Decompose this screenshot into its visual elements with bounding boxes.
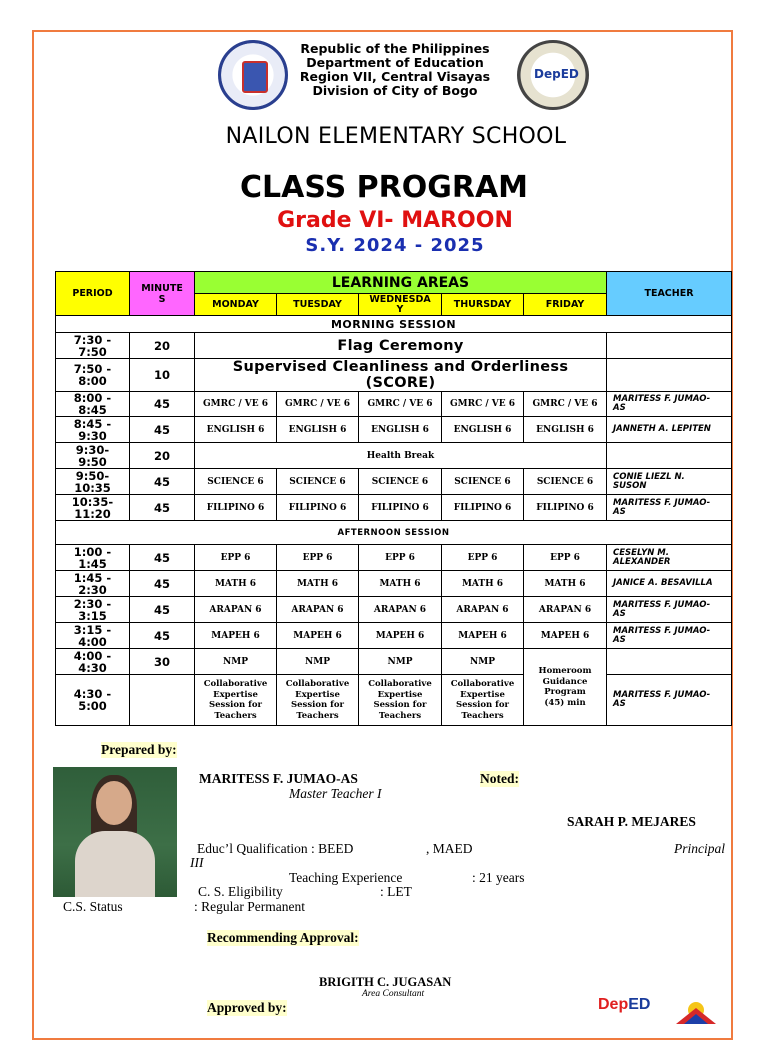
noter-title-wrap: III (190, 855, 204, 870)
letterhead-line-1: Republic of the Philippines (300, 41, 490, 56)
cs-eligibility-value: : LET (380, 884, 412, 899)
noted-label: Noted: (480, 771, 519, 786)
header-thursday: THURSDAY (442, 294, 524, 316)
table-row: 9:50- 10:35 45 SCIENCE 6 SCIENCE 6 SCIENCE 6 SCIENCE 6 SCIENCE 6 CONIE LIEZL N. SUSON (56, 469, 732, 495)
prepared-by-label: Prepared by: (101, 742, 177, 757)
seal-deped-text: DepED (534, 67, 579, 81)
morning-session-label: MORNING SESSION (56, 316, 732, 333)
educ-qualification: Educ’l Qualification : BEED (197, 841, 354, 856)
header-period: PERIOD (56, 272, 130, 316)
table-row: 8:00 - 8:45 45 GMRC / VE 6 GMRC / VE 6 GMRC / VE 6 GMRC / VE 6 GMRC / VE 6 MARITESS F. JUMAO- AS (56, 392, 732, 417)
letterhead-line-4: Division of City of Bogo (312, 83, 478, 98)
preparer-name: MARITESS F. JUMAO-AS (199, 771, 358, 786)
cs-status-value: : Regular Permanent (194, 899, 305, 914)
table-row: 9:30- 9:50 20 Health Break (56, 443, 732, 469)
teacher-photo (53, 767, 177, 897)
table-row: 3:15 - 4:00 45 MAPEH 6 MAPEH 6 MAPEH 6 MAPEH 6 MAPEH 6 MARITESS F. JUMAO- AS (56, 623, 732, 649)
afternoon-session-label: AFTERNOON SESSION (56, 521, 732, 545)
letterhead (290, 42, 500, 98)
table-row: 7:50 - 8:00 10 Supervised Cleanliness and Orderliness (SCORE) (56, 359, 732, 392)
bagong-pilipinas-logo-icon (672, 994, 720, 1024)
header-monday: MONDAY (195, 294, 277, 316)
educ-qualification-extra: , MAED (426, 841, 473, 856)
cs-status-label: C.S. Status (63, 899, 123, 914)
approved-by-label: Approved by: (207, 1000, 287, 1015)
header-minutes: MINUTE S (130, 272, 195, 316)
table-row: 8:45 - 9:30 45 ENGLISH 6 ENGLISH 6 ENGLISH 6 ENGLISH 6 ENGLISH 6 JANNETH A. LEPITEN (56, 417, 732, 443)
noter-title: Principal (674, 841, 725, 856)
deped-logo: DepED (598, 996, 651, 1013)
teaching-experience-label: Teaching Experience (289, 870, 403, 885)
cs-eligibility-label: C. S. Eligibility (198, 884, 283, 899)
header-wednesday: WEDNESDA Y (359, 294, 442, 316)
grade-section: Grade VI- MAROON (277, 208, 513, 233)
deped-seal-left (218, 40, 288, 110)
recommender-name: BRIGITH C. JUGASAN (319, 975, 452, 989)
division-seal-right (517, 40, 589, 110)
preparer-title: Master Teacher I (289, 786, 382, 801)
table-row: 10:35- 11:20 45 FILIPINO 6 FILIPINO 6 FILIPINO 6 FILIPINO 6 FILIPINO 6 MARITESS F. JUMAO- AS (56, 495, 732, 521)
table-row: 4:00 - 4:30 30 NMP NMP NMP NMP Homeroom Guidance Program (45) min (56, 649, 732, 675)
header-teacher: TEACHER (607, 272, 732, 316)
noter-name: SARAH P. MEJARES (567, 814, 696, 829)
table-row: 4:30 - 5:00 Collaborative Expertise Session for Teachers Collaborative Expertise Session for Teachers Collaborative Expertise Session for Teachers Collaborative Expertise Session for Teachers MARITESS F. JUMAO- AS (56, 675, 732, 726)
seal-shield-icon (242, 61, 268, 93)
recommending-approval-label: Recommending Approval: (207, 930, 359, 945)
header-tuesday: TUESDAY (277, 294, 359, 316)
header-learning-areas: LEARNING AREAS (195, 272, 607, 294)
letterhead-line-3: Region VII, Central Visayas (299, 69, 491, 84)
school-year: S.Y. 2024 - 2025 (305, 235, 485, 256)
recommender-title: Area Consultant (362, 989, 425, 999)
document-title: CLASS PROGRAM (239, 170, 529, 205)
table-row: 7:30 - 7:50 20 Flag Ceremony (56, 333, 732, 359)
table-row: 1:45 - 2:30 45 MATH 6 MATH 6 MATH 6 MATH 6 MATH 6 JANICE A. BESAVILLA (56, 571, 732, 597)
table-row: 1:00 - 1:45 45 EPP 6 EPP 6 EPP 6 EPP 6 EPP 6 CESELYN M. ALEXANDER (56, 545, 732, 571)
teaching-experience-value: : 21 years (472, 870, 525, 885)
table-row: 2:30 - 3:15 45 ARAPAN 6 ARAPAN 6 ARAPAN 6 ARAPAN 6 ARAPAN 6 MARITESS F. JUMAO- AS (56, 597, 732, 623)
class-program-table (55, 271, 732, 726)
school-name: NAILON ELEMENTARY SCHOOL (225, 124, 567, 149)
header-friday: FRIDAY (524, 294, 607, 316)
letterhead-line-2: Department of Education (306, 55, 484, 70)
